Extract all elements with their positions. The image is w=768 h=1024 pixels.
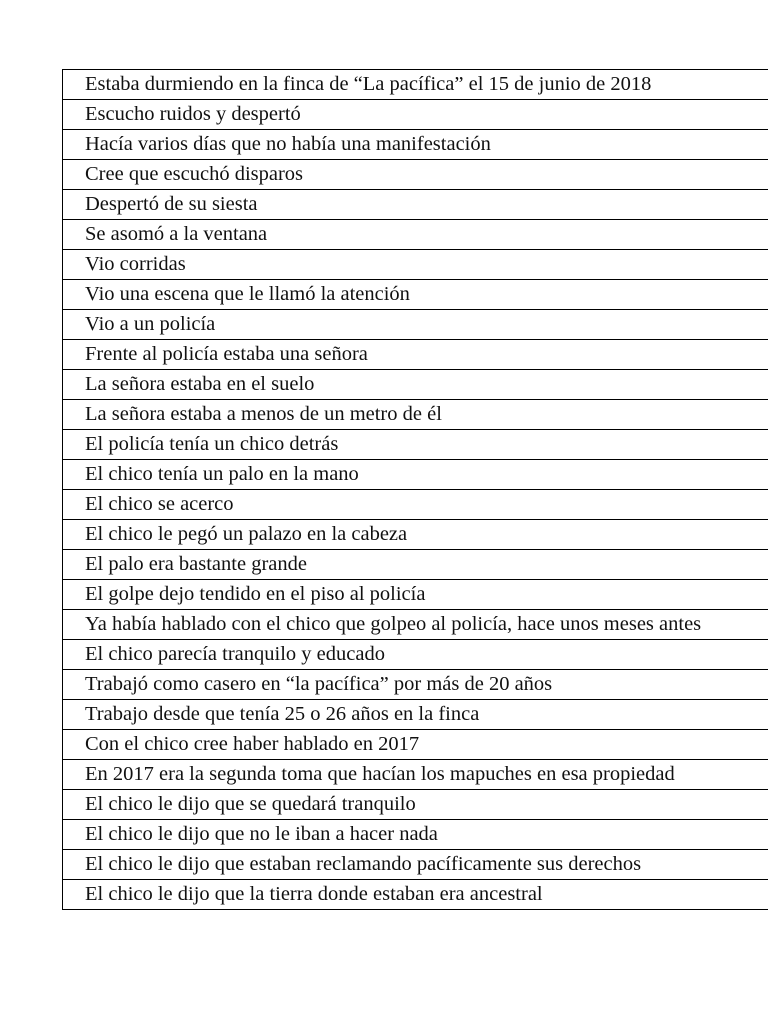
table-row [63,640,768,670]
table-row [63,370,768,400]
table-row [63,100,768,130]
table-row [63,550,768,580]
table-row [63,610,768,640]
table-row [63,250,768,280]
table-row [63,490,768,520]
statement-line: En 2017 era la segunda toma que hacían los mapuches en esa propiedad [63,760,768,790]
table-row [63,580,768,610]
table-row [63,730,768,760]
table-row [63,130,768,160]
statement-line: El chico le dijo que la tierra donde estaban era ancestral [63,880,768,910]
statement-line: Vio corridas [63,250,768,280]
statement-line: El chico le dijo que estaban reclamando pacíficamente sus derechos [63,850,768,880]
statement-line: Cree que escuchó disparos [63,160,768,190]
statement-line: El chico le dijo que no le iban a hacer nada [63,820,768,850]
statement-line: El chico le pegó un palazo en la cabeza [63,520,768,550]
statement-line: Se asomó a la ventana [63,220,768,250]
statement-table-body [63,70,768,910]
statement-line: El chico parecía tranquilo y educado [63,640,768,670]
statement-line: Escucho ruidos y despertó [63,100,768,130]
statement-line: El chico se acerco [63,490,768,520]
statement-line: Despertó de su siesta [63,190,768,220]
statement-line: Trabajo desde que tenía 25 o 26 años en la finca [63,700,768,730]
table-row [63,850,768,880]
table-row [63,280,768,310]
table-row [63,460,768,490]
statement-line: El chico le dijo que se quedará tranquilo [63,790,768,820]
table-row [63,700,768,730]
statement-line: Trabajó como casero en “la pacífica” por más de 20 años [63,670,768,700]
statement-line: La señora estaba en el suelo [63,370,768,400]
table-row [63,430,768,460]
table-row [63,160,768,190]
statement-line: Vio a un policía [63,310,768,340]
table-row [63,400,768,430]
table-row [63,820,768,850]
table-row [63,760,768,790]
table-row [63,670,768,700]
statement-line: Estaba durmiendo en la finca de “La pacífica” el 15 de junio de 2018 [63,70,768,100]
table-row [63,70,768,100]
statement-line: El golpe dejo tendido en el piso al policía [63,580,768,610]
statement-line: El policía tenía un chico detrás [63,430,768,460]
statement-line: Hacía varios días que no había una manifestación [63,130,768,160]
table-row [63,190,768,220]
statement-line: Vio una escena que le llamó la atención [63,280,768,310]
statement-line: Frente al policía estaba una señora [63,340,768,370]
statement-table [62,69,768,910]
table-row [63,220,768,250]
statement-line: Con el chico cree haber hablado en 2017 [63,730,768,760]
statement-line: Ya había hablado con el chico que golpeo al policía, hace unos meses antes [63,610,768,640]
table-row [63,310,768,340]
statement-line: El palo era bastante grande [63,550,768,580]
table-row [63,880,768,910]
statement-line: La señora estaba a menos de un metro de él [63,400,768,430]
table-row [63,790,768,820]
table-row [63,520,768,550]
table-row [63,340,768,370]
statement-line: El chico tenía un palo en la mano [63,460,768,490]
